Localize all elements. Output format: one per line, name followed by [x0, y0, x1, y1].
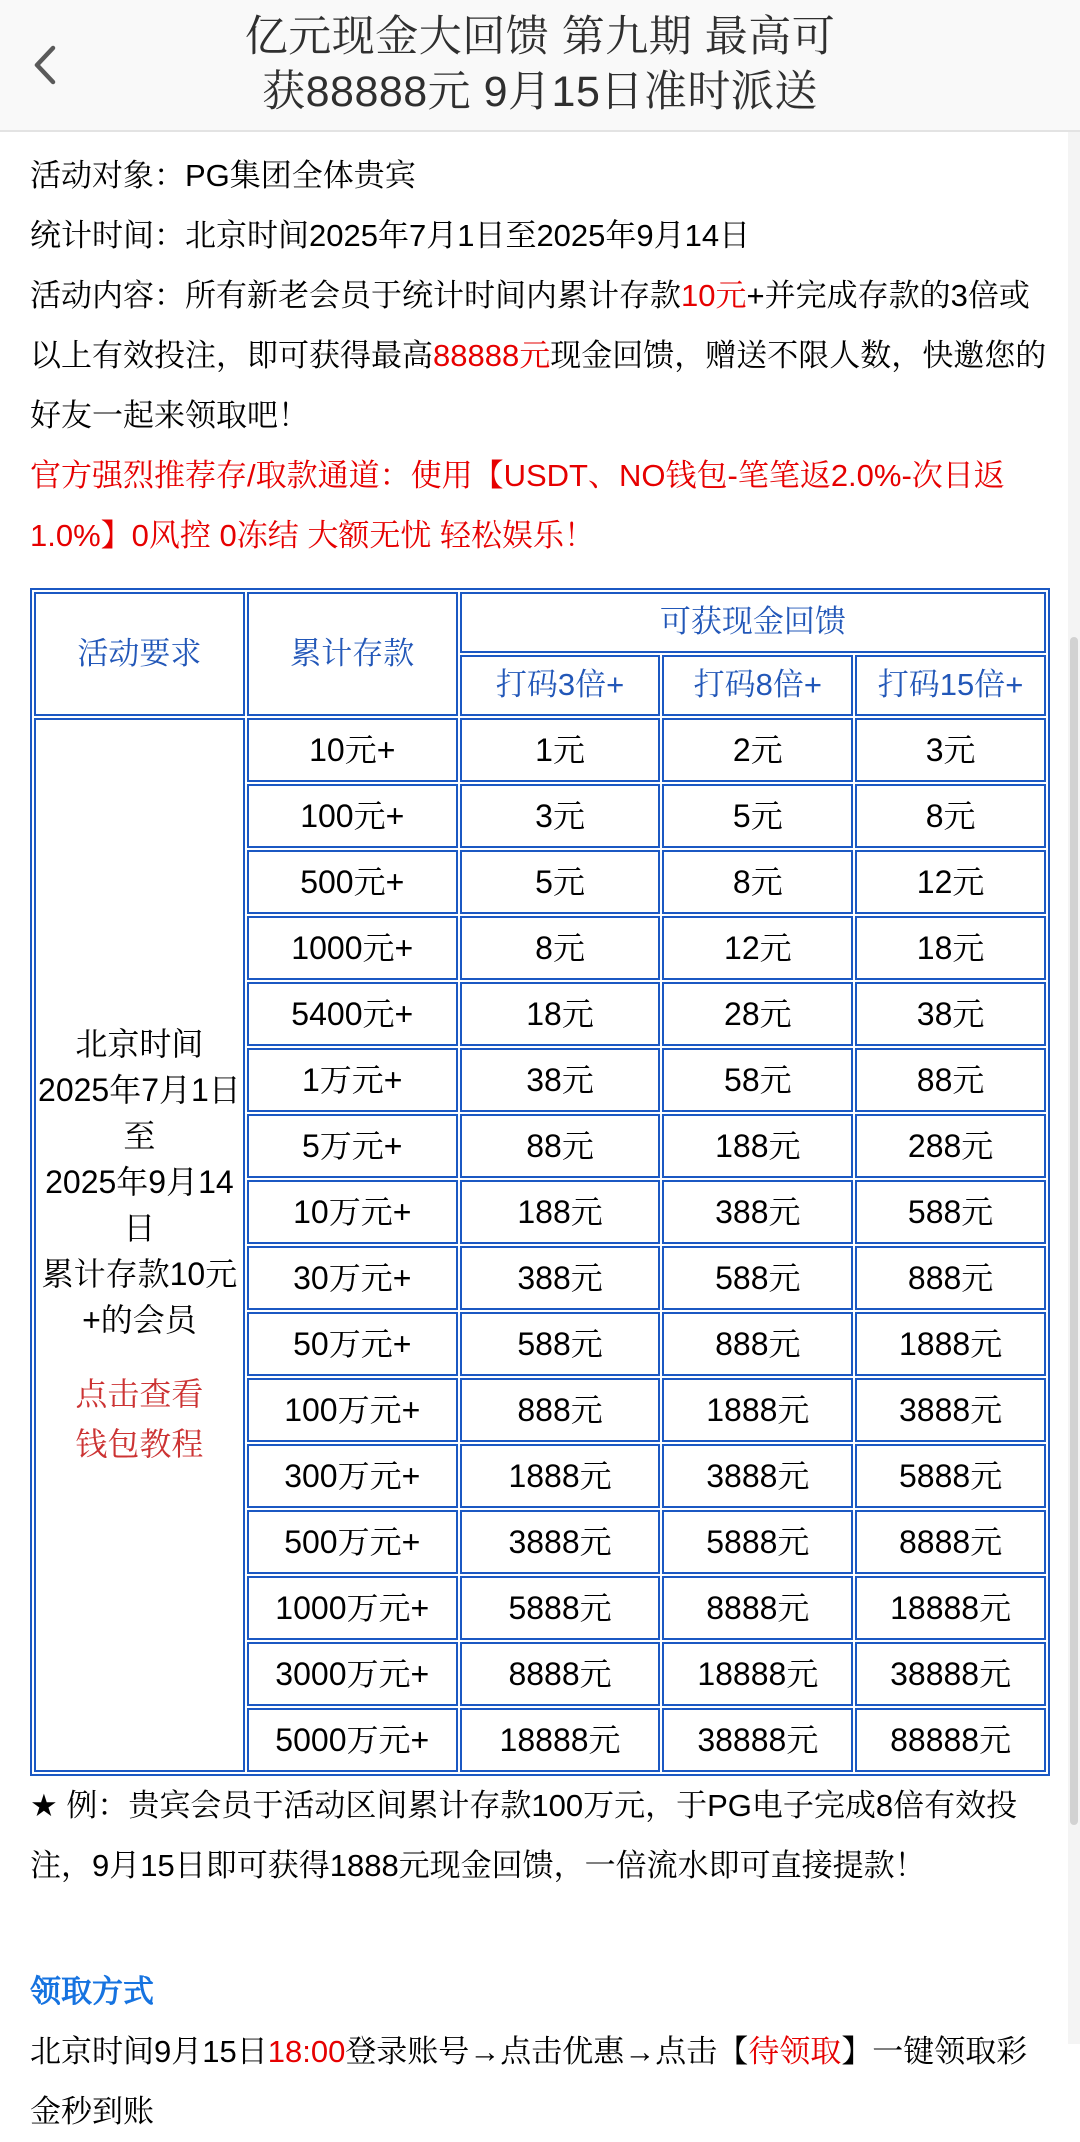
requirement-line: 至	[123, 1118, 156, 1154]
reward-cell-x15: 38888元	[855, 1642, 1046, 1706]
reward-cell-x8: 5888元	[662, 1510, 853, 1574]
reward-cell-x3: 5元	[460, 850, 661, 914]
page-title-line1: 亿元现金大回馈 第九期 最高可	[244, 13, 836, 61]
activity-target-text: 活动对象：PG集团全体贵宾	[30, 158, 416, 193]
reward-cell-x3: 88元	[460, 1114, 661, 1178]
requirement-line: 北京时间	[75, 1026, 204, 1062]
reward-cell-x15: 8元	[855, 784, 1046, 848]
page-title	[245, 10, 835, 120]
reward-cell-x8: 8888元	[662, 1576, 853, 1640]
table-header-row-1	[34, 592, 1046, 653]
reward-cell-x3: 38元	[460, 1048, 661, 1112]
promo-content	[0, 132, 1080, 2142]
col-header-reward-group: 可获现金回馈	[460, 592, 1046, 653]
page-title-line2: 获88888元 9月15日准时派送	[262, 68, 818, 116]
claim-post: 】一键领取彩金秒到账	[30, 2034, 1028, 2129]
reward-cell-x3: 388元	[460, 1246, 661, 1310]
example-note: ★ 例：贵宾会员于活动区间累计存款100万元，于PG电子完成8倍有效投注，9月15日即可获得1888元现金回馈，一倍流水即可直接提款！	[30, 1788, 1018, 1883]
reward-cell-x15: 1888元	[855, 1312, 1046, 1376]
reward-cell-x15: 18888元	[855, 1576, 1046, 1640]
reward-cell-x15: 12元	[855, 850, 1046, 914]
deposit-cell: 5000万元+	[247, 1708, 458, 1772]
requirement-line: 累计存款10元	[41, 1256, 238, 1292]
activity-content-pre: 活动内容：所有新老会员于统计时间内累计存款	[30, 278, 681, 313]
reward-cell-x3: 888元	[460, 1378, 661, 1442]
wallet-tutorial-link[interactable]	[36, 1369, 243, 1469]
claim-mid: 登录账号→点击优惠→点击【	[345, 2034, 749, 2069]
reward-cell-x3: 1888元	[460, 1444, 661, 1508]
deposit-cell: 300万元+	[247, 1444, 458, 1508]
reward-cell-x15: 3888元	[855, 1378, 1046, 1442]
deposit-cell: 3000万元+	[247, 1642, 458, 1706]
scrollbar-track[interactable]	[1068, 132, 1080, 2044]
reward-cell-x15: 88888元	[855, 1708, 1046, 1772]
requirement-line: +的会员	[82, 1302, 197, 1338]
claim-method-heading: 领取方式	[30, 1974, 154, 2009]
reward-cell-x15: 588元	[855, 1180, 1046, 1244]
reward-cell-x15: 18元	[855, 916, 1046, 980]
stat-time-text: 统计时间：北京时间2025年7月1日至2025年9月14日	[30, 218, 751, 253]
deposit-cell: 500万元+	[247, 1510, 458, 1574]
reward-cell-x8: 28元	[662, 982, 853, 1046]
deposit-cell: 100元+	[247, 784, 458, 848]
reward-cell-x8: 588元	[662, 1246, 853, 1310]
reward-cell-x8: 888元	[662, 1312, 853, 1376]
reward-cell-x8: 188元	[662, 1114, 853, 1178]
wallet-link-line: 钱包教程	[75, 1426, 204, 1462]
requirement-line: 2025年7月1日	[38, 1072, 241, 1108]
reward-cell-x8: 388元	[662, 1180, 853, 1244]
reward-cell-x15: 3元	[855, 718, 1046, 782]
claim-instructions	[30, 2022, 1050, 2142]
col-header-x8: 打码8倍+	[662, 655, 853, 716]
activity-requirement-cell	[34, 718, 245, 1772]
deposit-cell: 100万元+	[247, 1378, 458, 1442]
deposit-amount-highlight: 10元	[681, 278, 747, 313]
activity-content-mid: +并完成存款的3倍或以上有效投注，即可获得最高	[30, 278, 1030, 373]
reward-cell-x3: 588元	[460, 1312, 661, 1376]
col-header-requirement: 活动要求	[34, 592, 245, 716]
reward-cell-x15: 38元	[855, 982, 1046, 1046]
reward-cell-x8: 2元	[662, 718, 853, 782]
deposit-cell: 30万元+	[247, 1246, 458, 1310]
deposit-cell: 1万元+	[247, 1048, 458, 1112]
deposit-cell: 10元+	[247, 718, 458, 782]
activity-content-text	[30, 266, 1050, 446]
app-header	[0, 0, 1080, 132]
reward-cell-x3: 8元	[460, 916, 661, 980]
wallet-link-line: 点击查看	[75, 1376, 204, 1412]
requirement-line: 2025年9月14日	[45, 1164, 234, 1246]
deposit-cell: 5万元+	[247, 1114, 458, 1178]
deposit-cell: 5400元+	[247, 982, 458, 1046]
requirement-text	[36, 1021, 243, 1343]
reward-cell-x3: 3元	[460, 784, 661, 848]
deposit-cell: 1000万元+	[247, 1576, 458, 1640]
scrollbar-thumb[interactable]	[1070, 637, 1078, 1825]
max-reward-highlight: 88888元	[433, 338, 551, 373]
reward-cell-x3: 8888元	[460, 1642, 661, 1706]
recommended-channel-text: 官方强烈推荐存/取款通道：使用【USDT、NO钱包-笔笔返2.0%-次日返1.0%】0风控 0冻结 大额无忧 轻松娱乐！	[30, 458, 1005, 553]
col-header-x15: 打码15倍+	[855, 655, 1046, 716]
table-row	[34, 718, 1046, 782]
reward-cell-x8: 12元	[662, 916, 853, 980]
col-header-deposit: 累计存款	[247, 592, 458, 716]
back-button[interactable]	[24, 37, 64, 93]
reward-cell-x15: 288元	[855, 1114, 1046, 1178]
reward-cell-x8: 8元	[662, 850, 853, 914]
reward-table	[30, 588, 1050, 1776]
reward-cell-x8: 5元	[662, 784, 853, 848]
deposit-cell: 10万元+	[247, 1180, 458, 1244]
reward-cell-x3: 3888元	[460, 1510, 661, 1574]
reward-cell-x3: 18元	[460, 982, 661, 1046]
reward-cell-x8: 38888元	[662, 1708, 853, 1772]
chevron-left-icon	[28, 41, 60, 89]
deposit-cell: 1000元+	[247, 916, 458, 980]
col-header-x3: 打码3倍+	[460, 655, 661, 716]
reward-cell-x15: 88元	[855, 1048, 1046, 1112]
claim-button-highlight: 待领取	[748, 2034, 842, 2069]
reward-cell-x15: 888元	[855, 1246, 1046, 1310]
activity-content-post: 现金回馈，赠送不限人数，快邀您的好友一起来领取吧！	[30, 338, 1047, 433]
reward-cell-x8: 58元	[662, 1048, 853, 1112]
reward-cell-x8: 1888元	[662, 1378, 853, 1442]
deposit-cell: 500元+	[247, 850, 458, 914]
reward-cell-x3: 1元	[460, 718, 661, 782]
reward-cell-x8: 18888元	[662, 1642, 853, 1706]
reward-cell-x3: 5888元	[460, 1576, 661, 1640]
claim-pre: 北京时间9月15日	[30, 2034, 268, 2069]
claim-time-highlight: 18:00	[267, 2034, 346, 2069]
reward-cell-x8: 3888元	[662, 1444, 853, 1508]
reward-cell-x3: 188元	[460, 1180, 661, 1244]
reward-cell-x15: 8888元	[855, 1510, 1046, 1574]
deposit-cell: 50万元+	[247, 1312, 458, 1376]
reward-cell-x3: 18888元	[460, 1708, 661, 1772]
reward-cell-x15: 5888元	[855, 1444, 1046, 1508]
